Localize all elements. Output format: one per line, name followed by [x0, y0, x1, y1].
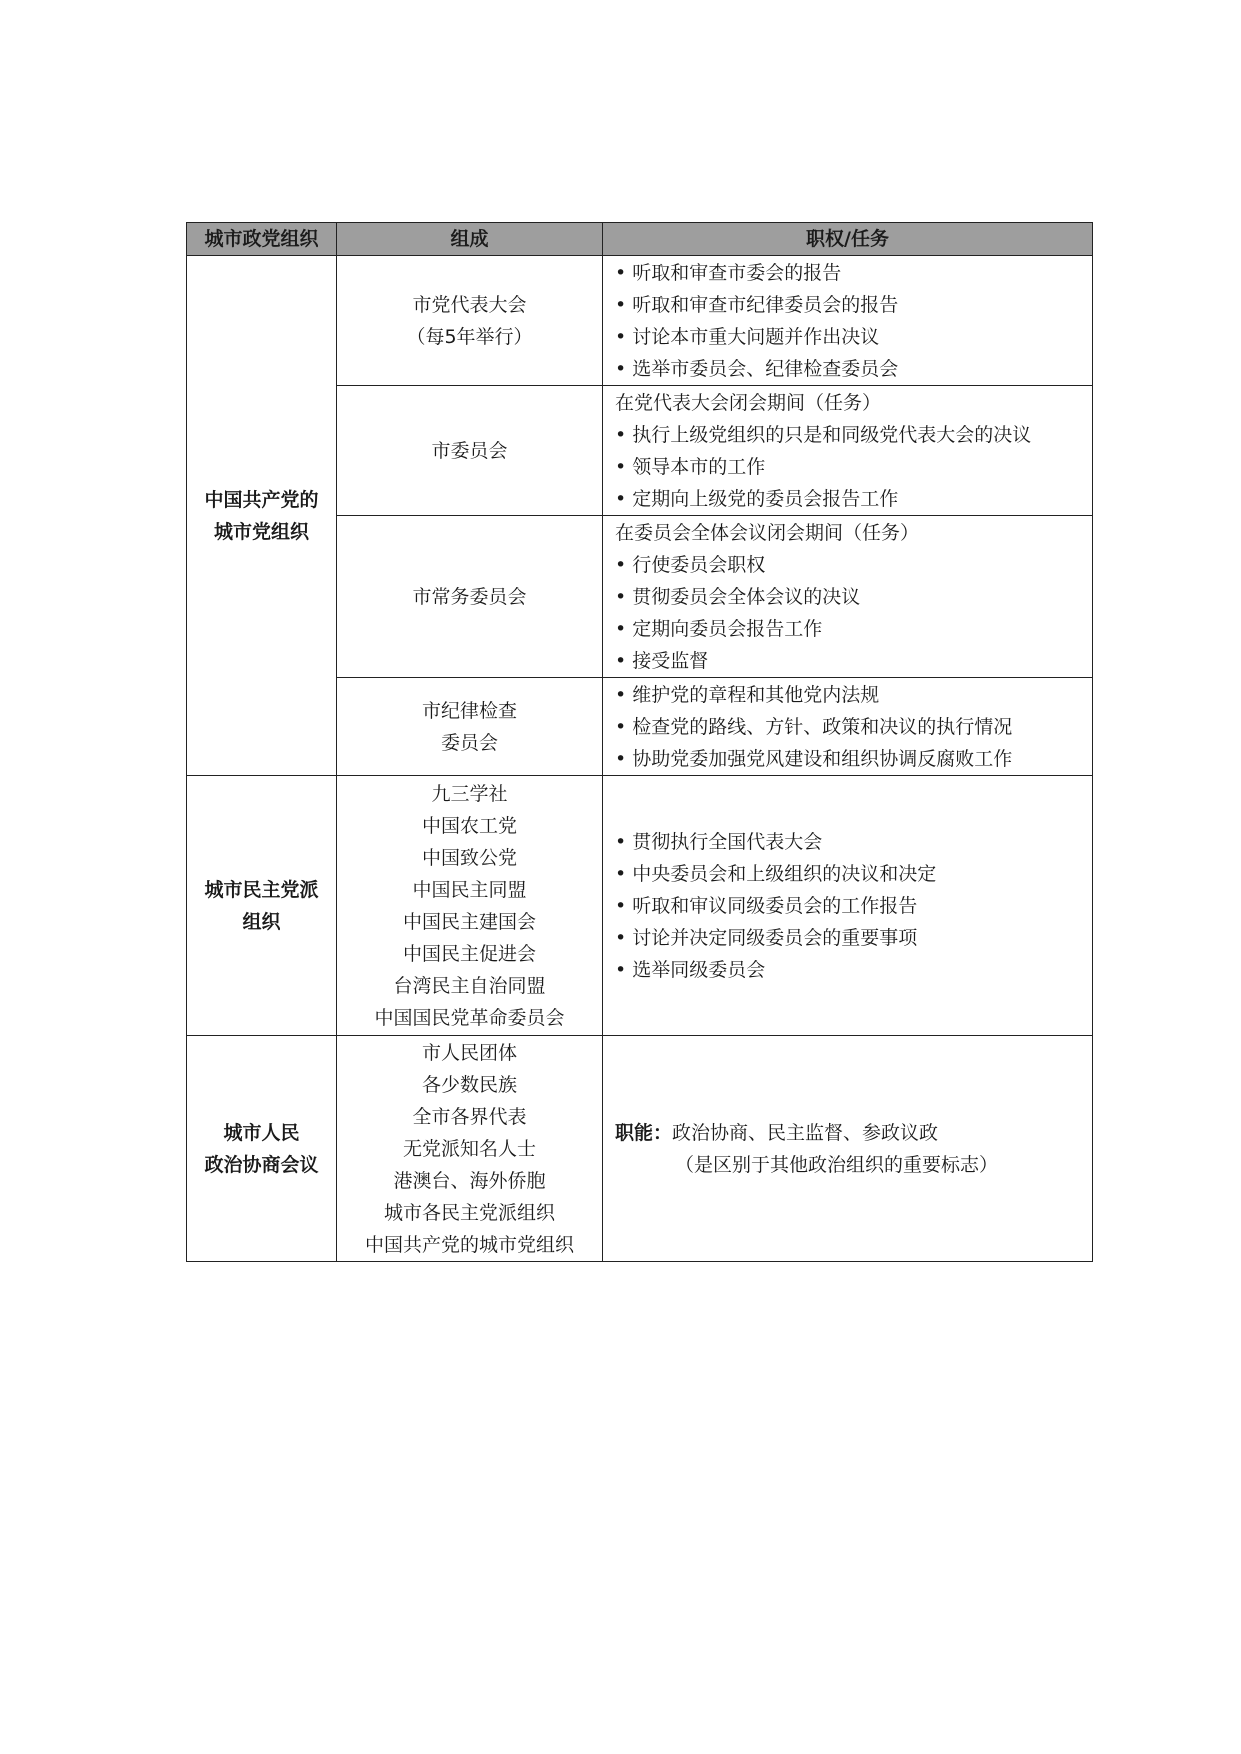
duties-cell [603, 256, 1093, 386]
duties-cell [603, 776, 1093, 1036]
org-name-line: 中国共产党的 [204, 488, 319, 511]
table-row [187, 1036, 1093, 1262]
composition-cell [337, 386, 603, 516]
duty-intro: 在委员会全体会议闭会期间（任务） [615, 521, 920, 544]
duty-item: • 选举同级委员会 [615, 954, 1092, 986]
org-name-line: 政治协商会议 [204, 1153, 319, 1176]
composition-line: 无党派知名人士 [402, 1137, 536, 1160]
duties-cell [603, 386, 1093, 516]
composition-line: 台湾民主自治同盟 [393, 974, 546, 997]
duty-item: • 执行上级党组织的只是和同级党代表大会的决议 [615, 419, 1092, 451]
composition-line: 港澳台、海外侨胞 [393, 1169, 546, 1192]
duty-item: • 协助党委加强党风建设和组织协调反腐败工作 [615, 743, 1092, 775]
composition-line: 九三学社 [431, 782, 508, 805]
composition-line: 中国民主促进会 [402, 942, 536, 965]
function-label: 职能： [615, 1121, 673, 1144]
duty-item: • 听取和审议同级委员会的工作报告 [615, 890, 1092, 922]
duty-item: • 接受监督 [615, 645, 1092, 677]
duty-item: • 领导本市的工作 [615, 451, 1092, 483]
duty-item: • 贯彻执行全国代表大会 [615, 826, 1092, 858]
composition-cell [337, 516, 603, 678]
composition-line: （每5年举行） [406, 325, 533, 348]
composition-line: 各少数民族 [421, 1073, 517, 1096]
duty-item: • 中央委员会和上级组织的决议和决定 [615, 858, 1092, 890]
composition-line: 全市各界代表 [412, 1105, 527, 1128]
duty-item: • 讨论并决定同级委员会的重要事项 [615, 922, 1092, 954]
table-row [187, 256, 1093, 386]
composition-line: 市委员会 [431, 439, 508, 462]
org-name-line: 城市人民 [223, 1121, 300, 1144]
org-cell-cppcc [187, 1036, 337, 1262]
table-row [187, 776, 1093, 1036]
composition-cell [337, 256, 603, 386]
composition-line: 中国民主同盟 [412, 878, 527, 901]
table-header-row [187, 223, 1093, 256]
composition-line: 市党代表大会 [412, 293, 527, 316]
duty-item: • 听取和审查市委会的报告 [615, 257, 1092, 289]
composition-line: 市人民团体 [421, 1041, 517, 1064]
org-cell-democratic-parties [187, 776, 337, 1036]
composition-cell [337, 678, 603, 776]
duty-item: • 定期向上级党的委员会报告工作 [615, 483, 1092, 515]
duty-item: • 行使委员会职权 [615, 549, 1092, 581]
composition-cell [337, 776, 603, 1036]
composition-line: 中国共产党的城市党组织 [364, 1233, 574, 1256]
header-organization: 城市政党组织 [187, 223, 337, 256]
party-organization-table [186, 222, 1093, 1262]
composition-line: 中国国民党革命委员会 [374, 1006, 565, 1029]
duties-cell [603, 1036, 1093, 1262]
composition-line: 城市各民主党派组织 [383, 1201, 555, 1224]
composition-cell [337, 1036, 603, 1262]
composition-line: 中国致公党 [421, 846, 517, 869]
composition-line: 市纪律检查 [421, 699, 517, 722]
composition-line: 委员会 [440, 731, 498, 754]
duties-cell [603, 516, 1093, 678]
duty-item: • 定期向委员会报告工作 [615, 613, 1092, 645]
duties-cell [603, 678, 1093, 776]
duty-item: • 贯彻委员会全体会议的决议 [615, 581, 1092, 613]
function-note: （是区别于其他政治组织的重要标志） [675, 1153, 999, 1176]
composition-line: 中国民主建国会 [402, 910, 536, 933]
function-line [615, 1117, 1092, 1149]
duty-item: • 讨论本市重大问题并作出决议 [615, 321, 1092, 353]
org-name-line: 城市民主党派 [204, 878, 319, 901]
function-text: 政治协商、民主监督、参政议政 [672, 1121, 939, 1144]
duty-intro: 在党代表大会闭会期间（任务） [615, 391, 882, 414]
header-composition: 组成 [337, 223, 603, 256]
org-name-line: 城市党组织 [213, 520, 309, 543]
org-name-line: 组织 [242, 910, 281, 933]
org-cell-cpc [187, 256, 337, 776]
duty-item: • 维护党的章程和其他党内法规 [615, 679, 1092, 711]
header-duties: 职权/任务 [603, 223, 1093, 256]
composition-line: 市常务委员会 [412, 585, 527, 608]
duty-item: • 选举市委员会、纪律检查委员会 [615, 353, 1092, 385]
duty-item: • 检查党的路线、方针、政策和决议的执行情况 [615, 711, 1092, 743]
composition-line: 中国农工党 [421, 814, 517, 837]
duty-item: • 听取和审查市纪律委员会的报告 [615, 289, 1092, 321]
